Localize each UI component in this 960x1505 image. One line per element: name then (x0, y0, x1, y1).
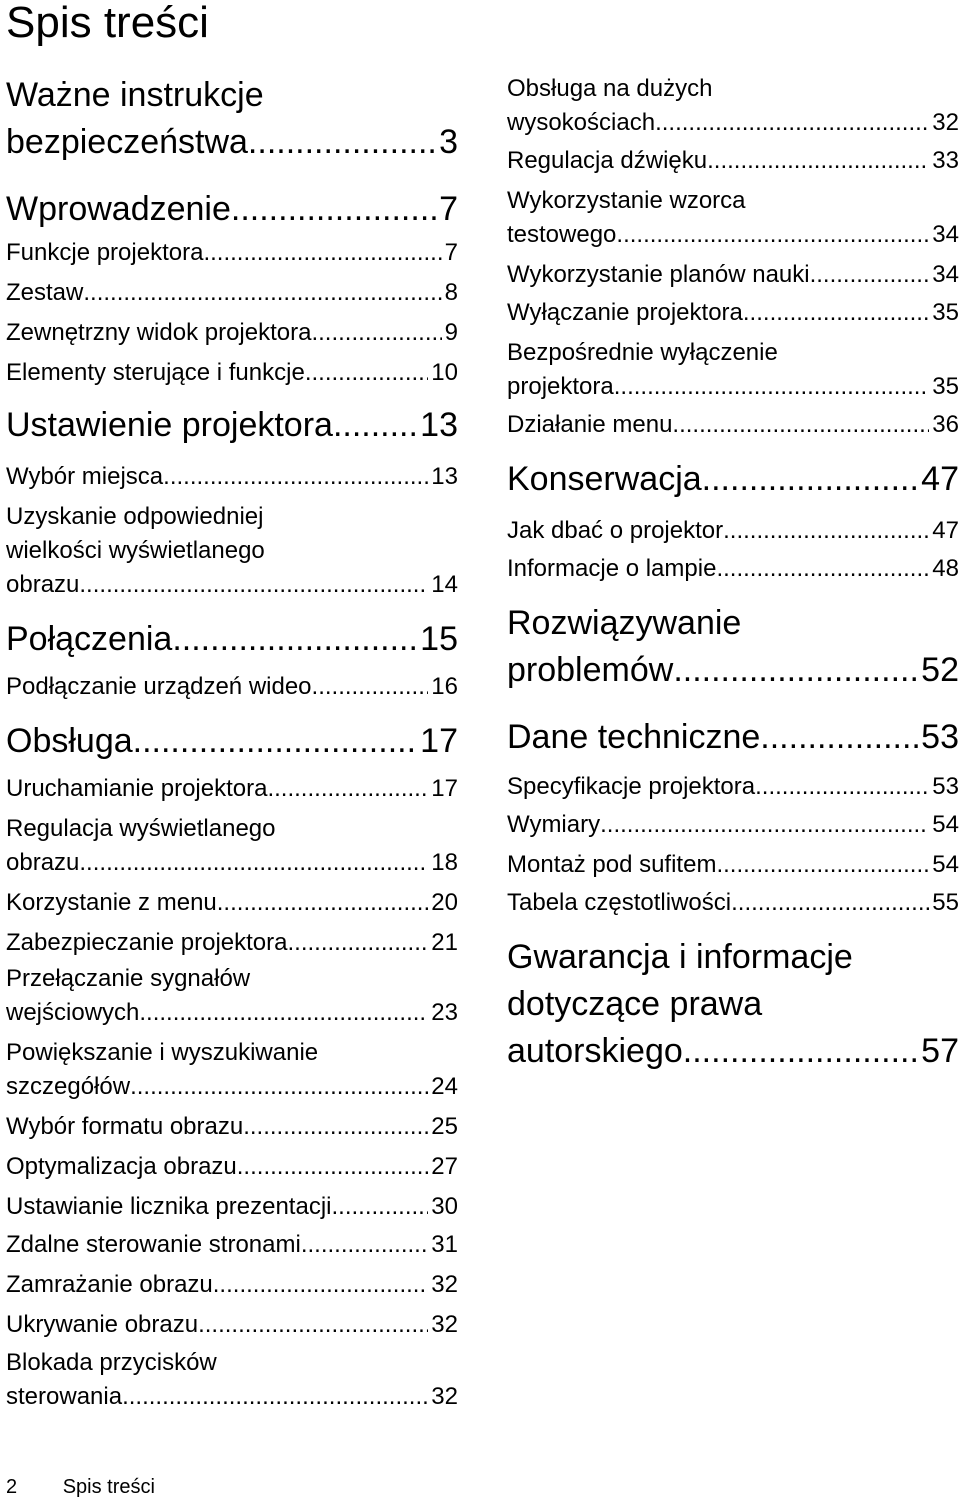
toc-entry-title-line: Bezpośrednie wyłączenie (507, 339, 778, 366)
toc-page-number: 7 (439, 190, 458, 228)
toc-entry-title-line: Blokada przycisków (6, 1349, 217, 1376)
toc-entry-title: wysokościach (507, 109, 656, 136)
toc-page-number: 34 (932, 261, 959, 288)
dot-leader (716, 552, 929, 586)
toc-entry-title: Optymalizacja obrazu (6, 1153, 237, 1180)
dot-leader (760, 714, 918, 761)
toc-entry[interactable] (507, 552, 959, 586)
toc-entry-title-line: Regulacja wyświetlanego (6, 815, 276, 842)
toc-page-number: 32 (431, 1311, 458, 1338)
toc-entry[interactable] (6, 500, 458, 602)
dot-leader (810, 258, 930, 292)
toc-entry[interactable] (507, 808, 959, 842)
dot-leader (716, 848, 929, 882)
toc-page-number: 23 (431, 999, 458, 1026)
toc-entry-title: Wymiary (507, 811, 601, 838)
toc-entry[interactable] (6, 1228, 458, 1262)
toc-entry-title: Wybór formatu obrazu (6, 1113, 244, 1140)
toc-page-number: 54 (932, 851, 959, 878)
toc-page-number: 30 (431, 1193, 458, 1220)
toc-page-number: 16 (431, 673, 458, 700)
dot-leader (267, 772, 428, 806)
toc-entry[interactable] (6, 460, 458, 494)
toc-page-number: 15 (420, 620, 458, 658)
dot-leader (243, 1110, 428, 1144)
toc-entry-title: Specyfikacje projektora (507, 773, 756, 800)
toc-page-number: 24 (431, 1073, 458, 1100)
toc-page-number: 47 (932, 517, 959, 544)
footer-label: Spis treści (62, 1476, 155, 1498)
dot-leader (673, 647, 918, 694)
dot-leader (130, 1070, 428, 1104)
toc-entry-title: problemów (507, 651, 674, 689)
toc-entry[interactable] (6, 1150, 458, 1184)
toc-entry-title: Podłączanie urządzeń wideo (6, 673, 312, 700)
toc-entry-title-line: Powiększanie i wyszukiwanie (6, 1039, 319, 1066)
toc-entry[interactable] (6, 1190, 458, 1224)
toc-page-number: 33 (932, 147, 959, 174)
toc-entry-title-line: Wykorzystanie wzorca (507, 187, 746, 214)
toc-entry[interactable] (6, 772, 458, 806)
dot-leader (616, 218, 929, 252)
toc-page-number: 27 (431, 1153, 458, 1180)
toc-entry-title: Wybór miejsca (6, 463, 164, 490)
toc-entry-title-line: Obsługa na dużych (507, 75, 713, 102)
toc-entry-title: Jak dbać o projektor (507, 517, 724, 544)
toc-entry-title: Wprowadzenie (6, 190, 231, 228)
toc-entry-title: testowego (507, 221, 617, 248)
dot-leader (331, 1190, 428, 1224)
dot-leader (683, 1028, 918, 1075)
toc-entry[interactable] (6, 236, 458, 270)
toc-entry[interactable] (6, 1268, 458, 1302)
toc-entry-title: Regulacja dźwięku (507, 147, 708, 174)
toc-page-number: 54 (932, 811, 959, 838)
toc-page-number: 21 (431, 929, 458, 956)
toc-entry-title: Wykorzystanie planów nauki (507, 261, 810, 288)
toc-entry-title: Funkcje projektora (6, 239, 204, 266)
dot-leader (702, 456, 919, 503)
toc-entry-title: projektora (507, 373, 614, 400)
dot-leader (312, 670, 429, 704)
toc-entry[interactable] (6, 812, 458, 880)
toc-page-number: 57 (921, 1032, 959, 1070)
toc-entry[interactable] (6, 886, 458, 920)
toc-entry[interactable] (507, 296, 959, 330)
toc-entry[interactable] (507, 848, 959, 882)
toc-entry-title: Konserwacja (507, 460, 702, 498)
toc-page-number: 34 (932, 221, 959, 248)
dot-leader (288, 926, 429, 960)
toc-entry[interactable] (6, 316, 458, 350)
toc-page-number: 3 (439, 123, 458, 161)
dot-leader (172, 616, 417, 663)
toc-entry[interactable] (6, 186, 458, 233)
toc-entry[interactable] (6, 402, 458, 449)
toc-page-number: 32 (431, 1383, 458, 1410)
toc-page-number: 18 (431, 849, 458, 876)
footer-page-number: 2 (6, 1476, 18, 1498)
page-title: Spis treści (6, 0, 209, 47)
toc-page-number: 32 (932, 109, 959, 136)
toc-entry[interactable] (6, 670, 458, 704)
toc-page-number: 35 (932, 373, 959, 400)
toc-entry-title: Obsługa (6, 722, 133, 760)
toc-entry-title: Uruchamianie projektora (6, 775, 268, 802)
toc-page-number: 25 (431, 1113, 458, 1140)
toc-entry[interactable] (6, 1110, 458, 1144)
toc-entry[interactable] (507, 714, 959, 761)
toc-page-number: 7 (444, 239, 458, 266)
dot-leader (139, 996, 428, 1030)
dot-leader (614, 370, 930, 404)
toc-entry-title-line: Gwarancja i informacje (507, 938, 853, 976)
toc-entry-title: Zamrażanie obrazu (6, 1271, 213, 1298)
toc-entry-title: Zabezpieczanie projektora (6, 929, 288, 956)
toc-entry-title: Wyłączanie projektora (507, 299, 743, 326)
dot-leader (198, 1308, 428, 1342)
toc-entry-title: Ustawianie licznika prezentacji (6, 1193, 332, 1220)
toc-entry-title: Zdalne sterowanie stronami (6, 1231, 301, 1258)
dot-leader (305, 356, 428, 390)
toc-entry-title: Zewnętrzny widok projektora (6, 319, 312, 346)
toc-page-number: 55 (932, 889, 959, 916)
toc-entry-title-line: Rozwiązywanie (507, 604, 742, 642)
dot-leader (203, 236, 441, 270)
dot-leader (301, 1228, 428, 1262)
toc-page-number: 53 (921, 718, 959, 756)
toc-entry-title-line: Uzyskanie odpowiedniej (6, 503, 264, 530)
dot-leader (231, 186, 436, 233)
toc-entry[interactable] (507, 770, 959, 804)
toc-page-number: 32 (431, 1271, 458, 1298)
toc-entry-title-line: Ważne instrukcje (6, 76, 264, 114)
toc-entry-title: Działanie menu (507, 411, 673, 438)
toc-entry-title: Dane techniczne (507, 718, 761, 756)
toc-entry[interactable] (507, 72, 959, 140)
toc-entry-title: Tabela częstotliwości (507, 889, 732, 916)
toc-entry[interactable] (507, 258, 959, 292)
toc-entry[interactable] (6, 962, 458, 1030)
toc-entry-title: Elementy sterujące i funkcje (6, 359, 305, 386)
toc-page-number: 13 (431, 463, 458, 490)
dot-leader (311, 316, 441, 350)
toc-entry-title: obrazu (6, 849, 80, 876)
dot-leader (755, 770, 929, 804)
toc-page-number: 35 (932, 299, 959, 326)
dot-leader (122, 1380, 428, 1414)
toc-page-number: 10 (431, 359, 458, 386)
toc-page-number: 36 (932, 411, 959, 438)
dot-leader (707, 144, 929, 178)
toc-entry[interactable] (6, 1308, 458, 1342)
dot-leader (672, 408, 929, 442)
toc-entry-title-line: wielkości wyświetlanego (6, 537, 265, 564)
toc-entry[interactable] (507, 184, 959, 252)
toc-page-number: 13 (420, 406, 458, 444)
toc-entry-title: wejściowych (6, 999, 140, 1026)
toc-entry-title-line: Przełączanie sygnałów (6, 965, 251, 992)
dot-leader (600, 808, 929, 842)
toc-entry[interactable] (6, 718, 458, 765)
dot-leader (655, 106, 929, 140)
dot-leader (723, 514, 929, 548)
toc-page-number: 17 (431, 775, 458, 802)
dot-leader (248, 119, 436, 166)
toc-entry-title-line: dotyczące prawa (507, 985, 763, 1023)
dot-leader (83, 276, 441, 310)
dot-leader (163, 460, 428, 494)
toc-entry[interactable] (507, 514, 959, 548)
dot-leader (79, 568, 428, 602)
toc-page-number: 8 (444, 279, 458, 306)
toc-entry-title: bezpieczeństwa (6, 123, 248, 161)
toc-entry-title: Korzystanie z menu (6, 889, 217, 916)
toc-entry[interactable] (507, 934, 959, 1075)
toc-page-number: 52 (921, 651, 959, 689)
toc-entry[interactable] (6, 72, 458, 166)
page-footer (6, 1475, 155, 1499)
toc-page-number: 31 (431, 1231, 458, 1258)
toc-page-number: 53 (932, 773, 959, 800)
toc-page-number: 14 (431, 571, 458, 598)
toc-entry[interactable] (507, 456, 959, 503)
dot-leader (79, 846, 428, 880)
toc-entry[interactable] (507, 600, 959, 694)
toc-entry[interactable] (6, 356, 458, 390)
toc-entry[interactable] (6, 616, 458, 663)
toc-entry-title: Połączenia (6, 620, 173, 658)
dot-leader (217, 886, 429, 920)
dot-leader (213, 1268, 429, 1302)
dot-leader (133, 718, 418, 765)
toc-entry-title: sterowania (6, 1383, 123, 1410)
toc-entry-title: szczegółów (6, 1073, 131, 1100)
toc-page-number: 48 (932, 555, 959, 582)
toc-entry-title: Ustawienie projektora (6, 406, 333, 444)
toc-entry[interactable] (6, 276, 458, 310)
toc-entry[interactable] (6, 926, 458, 960)
toc-entry-title: obrazu (6, 571, 80, 598)
toc-entry[interactable] (507, 336, 959, 404)
toc-entry[interactable] (6, 1346, 458, 1414)
dot-leader (731, 886, 929, 920)
dot-leader (743, 296, 929, 330)
toc-entry[interactable] (507, 408, 959, 442)
dot-leader (237, 1150, 429, 1184)
toc-page-number: 20 (431, 889, 458, 916)
toc-page-number: 9 (444, 319, 458, 346)
toc-entry[interactable] (507, 886, 959, 920)
toc-entry-title: autorskiego (507, 1032, 683, 1070)
toc-entry-title: Ukrywanie obrazu (6, 1311, 199, 1338)
toc-page-number: 17 (420, 722, 458, 760)
toc-entry[interactable] (507, 144, 959, 178)
dot-leader (333, 402, 417, 449)
toc-entry[interactable] (6, 1036, 458, 1104)
toc-page-number: 47 (921, 460, 959, 498)
toc-entry-title: Zestaw (6, 279, 84, 306)
toc-entry-title: Informacje o lampie (507, 555, 717, 582)
toc-entry-title: Montaż pod sufitem (507, 851, 717, 878)
